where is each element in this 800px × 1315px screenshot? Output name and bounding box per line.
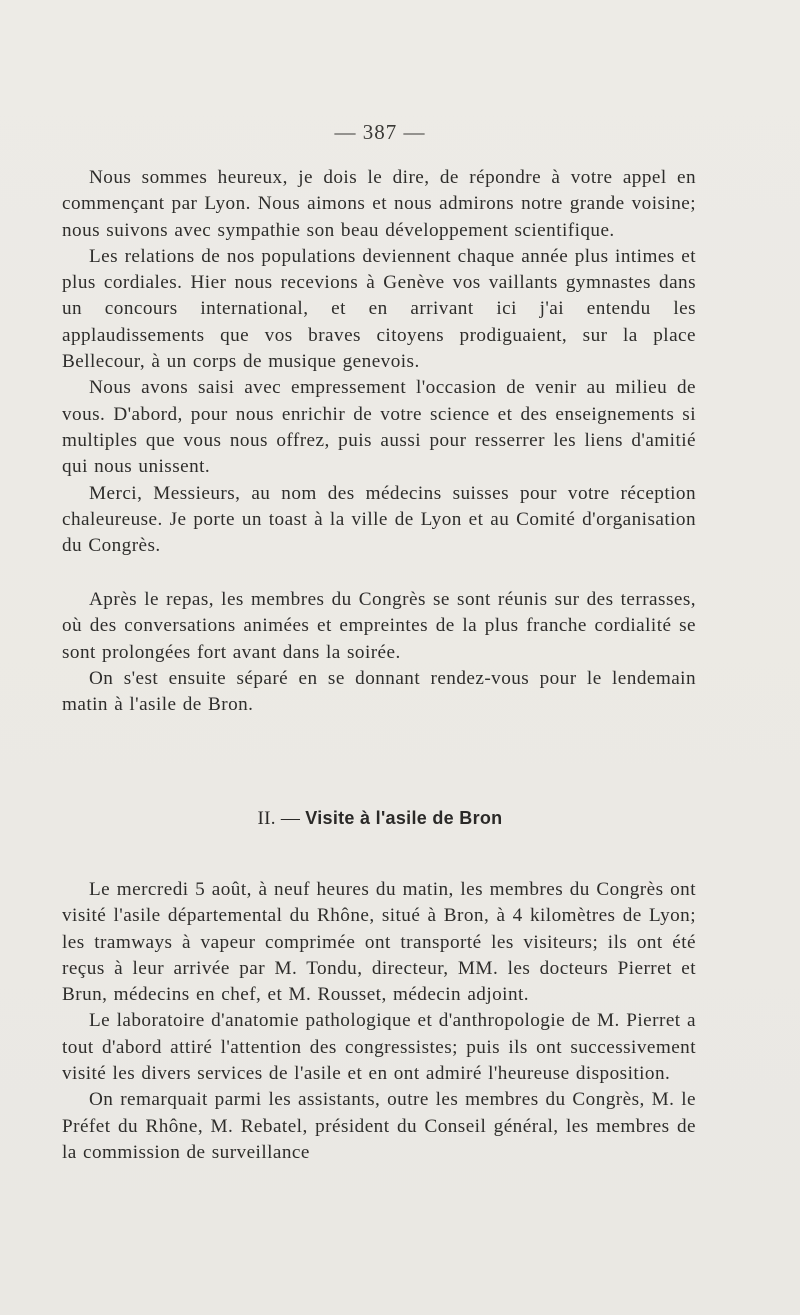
- section-heading: [0, 808, 760, 830]
- page-number: — 387 —: [334, 120, 426, 144]
- paragraph: Merci, Messieurs, au nom des médecins suisses pour votre réception chaleureuse. Je porte un toast à la ville de Lyon et au Comité d'organisation du Congrès.: [62, 482, 696, 557]
- after-meal-text: [62, 587, 696, 718]
- paragraph: On remarquait parmi les assistants, outre les membres du Congrès, M. le Préfet du Rhône, M. Rebatel, président du Conseil général, les membres de la commission de surveillance: [62, 1089, 696, 1163]
- visit-text: [62, 877, 696, 1166]
- section-title: Visite à l'asile de Bron: [305, 808, 503, 828]
- paragraph: Les relations de nos populations deviennent chaque année plus intimes et plus cordiales. Hier nous recevions à Genève vos vaillants gymnastes dans un concours international, et en arrivant ici j'ai entendu les applaudissements que vos braves citoyens prodiguaient, sur la place Bellecour, à un corps de musique genevois.: [62, 245, 696, 373]
- paragraph: On s'est ensuite séparé en se donnant rendez-vous pour le lendemain matin à l'asile de Bron.: [62, 667, 696, 716]
- paragraph: Le laboratoire d'anatomie pathologique et d'anthropologie de M. Pierret a tout d'abord attiré l'attention des congressistes; puis ils ont successivement visité les divers services de l'asile et en ont admiré l'heureuse disposition.: [62, 1010, 696, 1085]
- paragraph: Nous sommes heureux, je dois le dire, de répondre à votre appel en commençant par Lyon. Nous aimons et nous admirons notre grande voisine; nous suivons avec sympathie son beau développement scientifique.: [62, 167, 696, 241]
- paragraph: Le mercredi 5 août, à neuf heures du matin, les membres du Congrès ont visité l'asile départemental du Rhône, situé à Bron, à 4 kilomètres de Lyon; les tramways à vapeur comprimée ont transporté les visiteurs; ils ont été reçus à leur arrivée par M. Tondu, directeur, MM. les docteurs Pierret et Brun, médecins en chef, et M. Rousset, médecin adjoint.: [62, 879, 696, 1006]
- paragraph: Nous avons saisi avec empressement l'occasion de venir au milieu de vous. D'abord, pour nous enrichir de votre science et des enseignements si multiples que vous nous offrez, puis aussi pour resserrer les liens d'amitié qui nous unissent.: [62, 377, 696, 478]
- speech-text: [62, 165, 696, 559]
- paragraph: Après le repas, les membres du Congrès se sont réunis sur des terrasses, où des conversations animées et empreintes de la plus franche cordialité se sont prolongées fort avant dans la soirée.: [62, 589, 696, 663]
- section-numeral: II. —: [257, 808, 301, 829]
